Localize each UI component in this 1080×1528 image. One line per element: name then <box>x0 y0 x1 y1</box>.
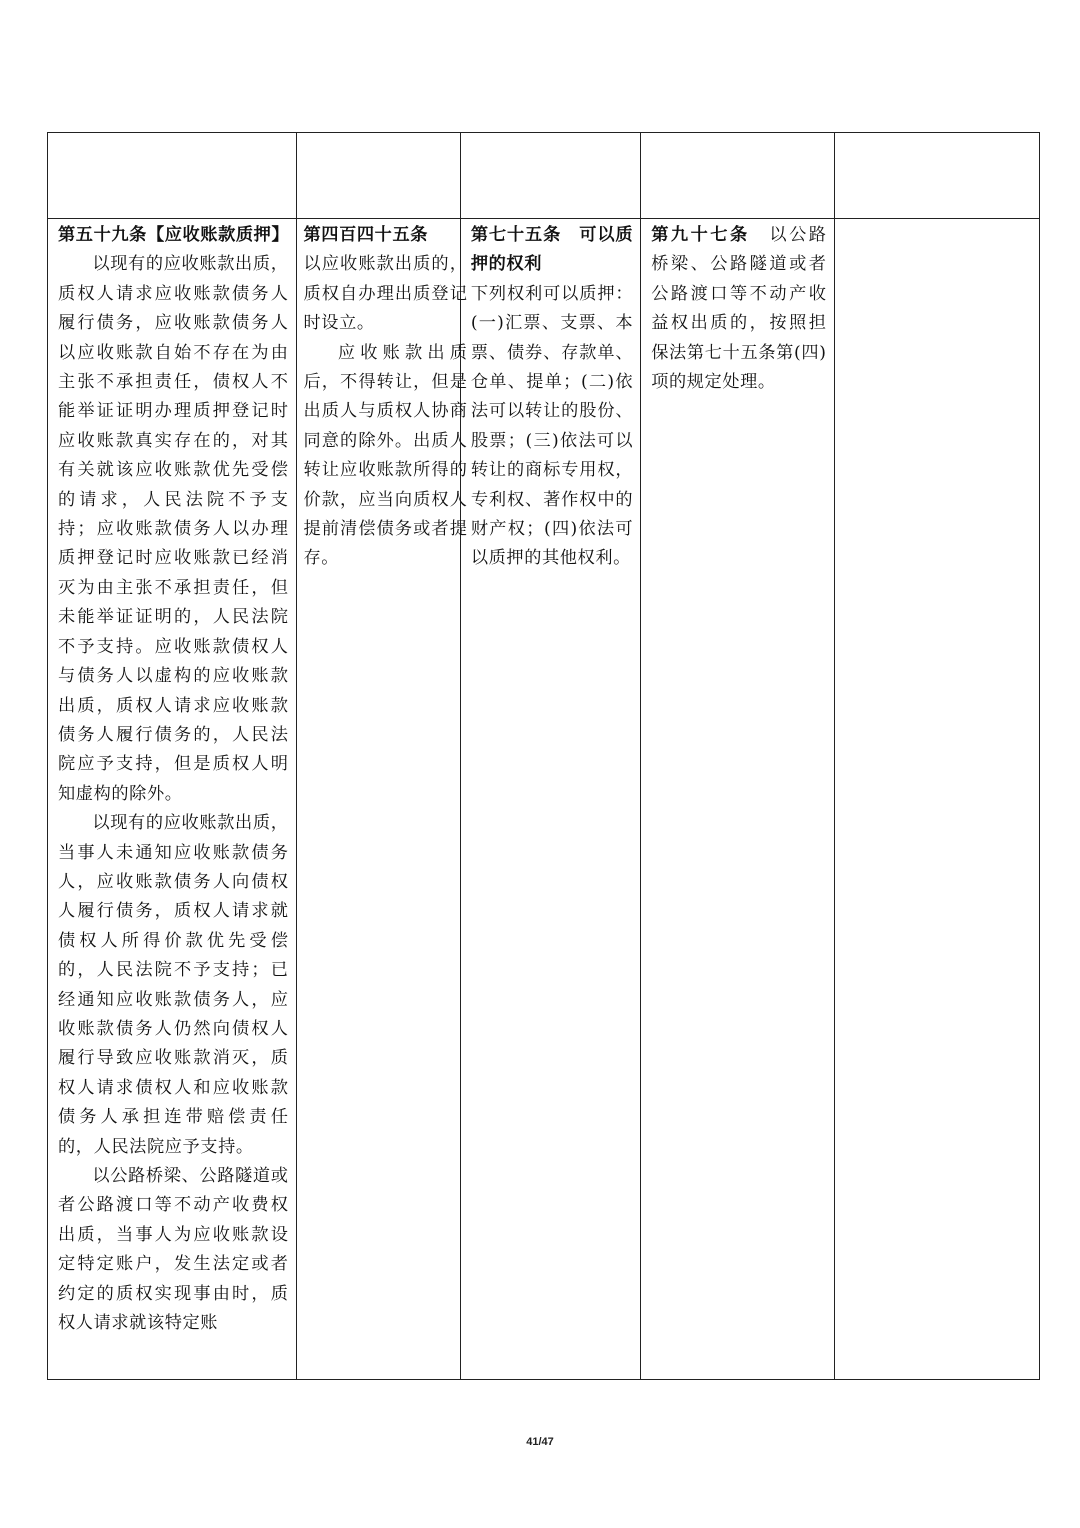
table-cell <box>296 133 460 219</box>
article-body: 以公路桥梁、公路隧道或者公路渡口等不动产收益权出质的，按照担保法第七十五条第(四)项的规定处理。 <box>651 225 827 393</box>
article-paragraph: 以公路桥梁、公路隧道或者公路渡口等不动产收费权出质，当事人为应收账款设定特定账户，发生法定或者约定的质权实现事由时，质权人请求就该特定账 <box>58 1166 289 1334</box>
article-paragraph: 以现有的应收账款出质，质权人请求应收账款债务人履行债务，应收账款债务人以应收账款自始不存在为由主张不承担责任，债权人不能举证证明办理质押登记时应收账款真实存在的，对其有关就该应收账款优先受偿的请求，人民法院不予支持；应收账款债务人以办理质押登记时应收账款已经消灭为由主张不承担责任，但未能举证证明的，人民法院不予支持。应收账款债权人与债务人以虚构的应收账款出质，质权人请求应收账款债务人履行债务的，人民法院应予支持，但是质权人明知虚构的除外。 <box>58 254 289 804</box>
article-paragraph: 以应收账款出质的，质权自办理出质登记时设立。 <box>303 254 468 334</box>
table-cell <box>48 133 297 219</box>
article-heading: 第四百四十五条 <box>303 225 429 245</box>
article-paragraph: 下列权利可以质押：(一)汇票、支票、本票、债券、存款单、仓单、提单；(二)依法可以转让的股份、股票；(三)依法可以转让的商标专用权，专利权、著作权中的财产权；(四)依法可以质押的其他权利。 <box>470 283 634 569</box>
column-5-cell <box>834 219 1039 1380</box>
empty-cell-text <box>835 219 1039 221</box>
comparison-table <box>47 132 1040 1380</box>
table-row-empty <box>48 133 1040 219</box>
column-4-cell <box>641 219 834 1380</box>
column-1-cell <box>48 219 297 1380</box>
table-cell <box>641 133 834 219</box>
article-paragraph: 应收账款出质后，不得转让，但是出质人与质权人协商同意的除外。出质人转让应收账款所得的价款，应当向质权人提前清偿债务或者提存。 <box>303 342 468 569</box>
table-cell <box>460 133 640 219</box>
article-heading: 第七十五条 可以质押的权利 <box>470 225 634 275</box>
column-2-cell <box>296 219 468 1380</box>
column-3-cell <box>460 219 640 1380</box>
table-cell <box>834 133 1039 219</box>
page-number: 41/47 <box>526 1436 554 1448</box>
article-heading: 第五十九条【应收账款质押】 <box>58 225 290 245</box>
article-paragraph: 以现有的应收账款出质，当事人未通知应收账款债务人，应收账款债务人向债权人履行债务，质权人请求就债权人所得价款优先受偿的，人民法院不予支持；已经通知应收账款债务人，应收账款债务人仍然向债权人履行导致应收账款消灭，质权人请求债权人和应收账款债务人承担连带赔偿责任的，人民法院应予支持。 <box>58 813 289 1157</box>
article-heading: 第九十七条 <box>651 225 750 245</box>
table-row <box>48 219 1040 1380</box>
article-paragraph <box>651 221 826 397</box>
